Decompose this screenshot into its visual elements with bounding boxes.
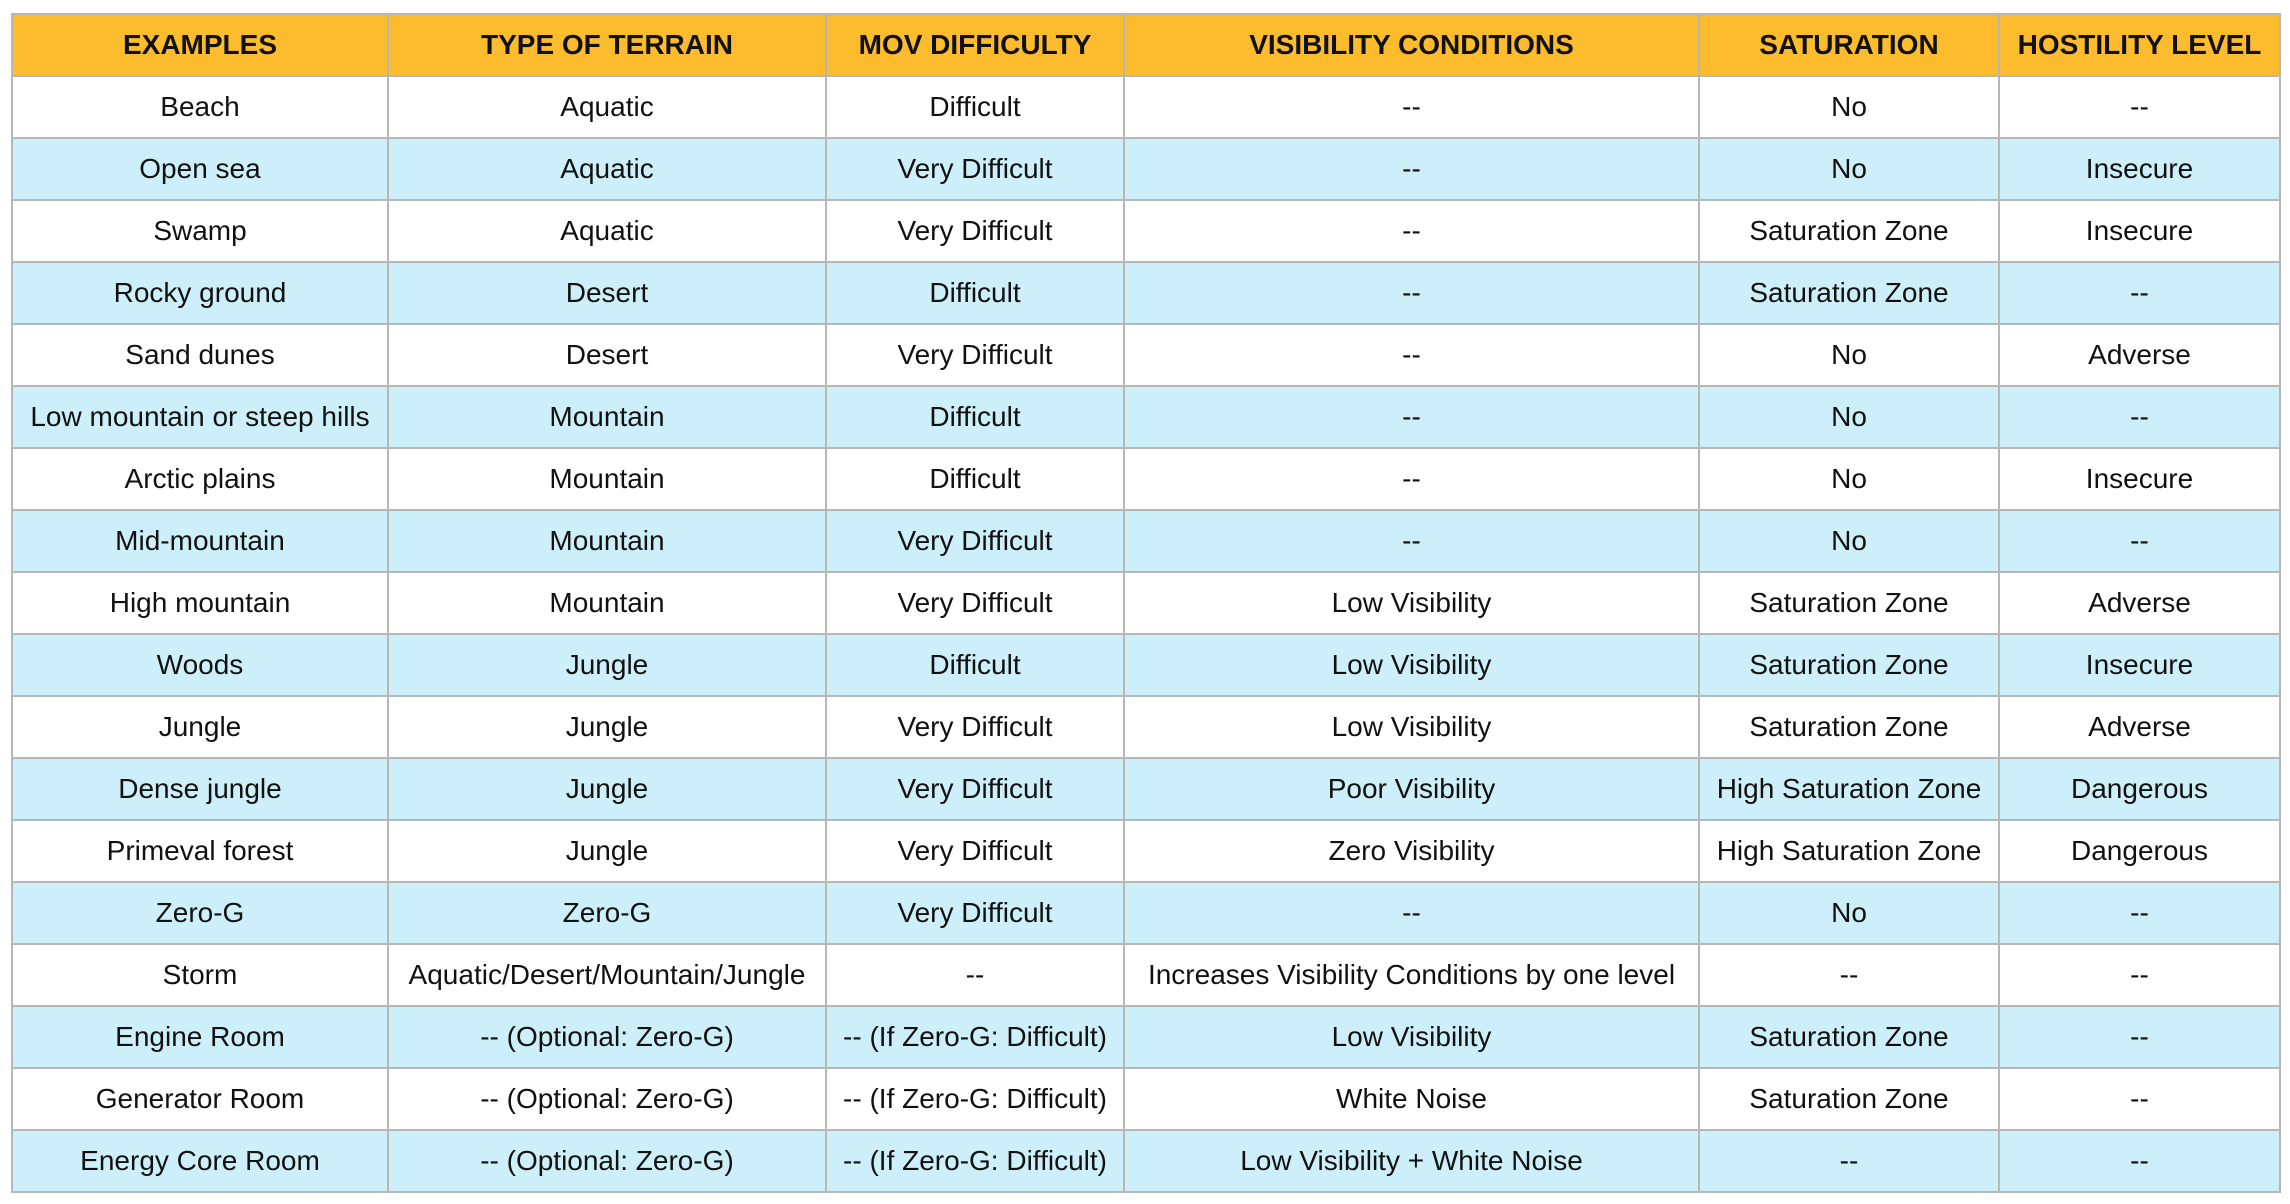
cell-mov-difficulty: Very Difficult [827,511,1125,571]
cell-mov-difficulty: Difficult [827,387,1125,447]
cell-hostility: Adverse [2000,697,2281,757]
cell-saturation: Saturation Zone [1700,1007,2000,1067]
cell-saturation: -- [1700,945,2000,1005]
cell-saturation: High Saturation Zone [1700,759,2000,819]
table-row [13,821,2281,883]
cell-terrain-type: Aquatic/Desert/Mountain/Jungle [389,945,827,1005]
cell-visibility: -- [1125,325,1700,385]
header-saturation: SATURATION [1700,15,2000,75]
table-row [13,573,2281,635]
cell-terrain-type: Zero-G [389,883,827,943]
cell-visibility: Low Visibility [1125,1007,1700,1067]
cell-terrain-type: Aquatic [389,139,827,199]
table-row [13,77,2281,139]
cell-hostility: Insecure [2000,201,2281,261]
cell-terrain-type: Aquatic [389,77,827,137]
cell-example: Low mountain or steep hills [13,387,389,447]
cell-hostility: -- [2000,1131,2281,1191]
table-row [13,325,2281,387]
cell-hostility: Adverse [2000,325,2281,385]
cell-visibility: Low Visibility [1125,635,1700,695]
cell-example: Swamp [13,201,389,261]
cell-example: Generator Room [13,1069,389,1129]
cell-terrain-type: Jungle [389,635,827,695]
cell-visibility: -- [1125,263,1700,323]
cell-hostility: Dangerous [2000,759,2281,819]
cell-example: Zero-G [13,883,389,943]
cell-mov-difficulty: Very Difficult [827,883,1125,943]
cell-visibility: -- [1125,387,1700,447]
cell-visibility: Low Visibility + White Noise [1125,1131,1700,1191]
cell-mov-difficulty: Very Difficult [827,201,1125,261]
cell-saturation: No [1700,883,2000,943]
cell-hostility: -- [2000,387,2281,447]
cell-example: Rocky ground [13,263,389,323]
cell-hostility: -- [2000,263,2281,323]
cell-mov-difficulty: Difficult [827,263,1125,323]
cell-saturation: Saturation Zone [1700,697,2000,757]
cell-saturation: Saturation Zone [1700,635,2000,695]
cell-mov-difficulty: Difficult [827,635,1125,695]
table-row [13,1007,2281,1069]
cell-saturation: No [1700,387,2000,447]
cell-terrain-type: -- (Optional: Zero-G) [389,1069,827,1129]
header-hostility-level: HOSTILITY LEVEL [2000,15,2281,75]
cell-hostility: Dangerous [2000,821,2281,881]
cell-hostility: -- [2000,511,2281,571]
cell-saturation: No [1700,511,2000,571]
cell-visibility: Low Visibility [1125,573,1700,633]
cell-saturation: Saturation Zone [1700,1069,2000,1129]
cell-terrain-type: -- (Optional: Zero-G) [389,1131,827,1191]
cell-example: Arctic plains [13,449,389,509]
terrain-table [11,13,2281,1193]
table-row [13,1069,2281,1131]
cell-hostility: -- [2000,945,2281,1005]
cell-example: Open sea [13,139,389,199]
cell-terrain-type: Mountain [389,387,827,447]
cell-example: Mid-mountain [13,511,389,571]
cell-mov-difficulty: Very Difficult [827,821,1125,881]
cell-terrain-type: Mountain [389,573,827,633]
cell-saturation: Saturation Zone [1700,201,2000,261]
cell-visibility: Zero Visibility [1125,821,1700,881]
cell-saturation: No [1700,139,2000,199]
cell-saturation: No [1700,325,2000,385]
cell-example: Storm [13,945,389,1005]
cell-mov-difficulty: Very Difficult [827,573,1125,633]
cell-mov-difficulty: -- (If Zero-G: Difficult) [827,1007,1125,1067]
header-visibility-conditions: VISIBILITY CONDITIONS [1125,15,1700,75]
cell-terrain-type: Desert [389,263,827,323]
cell-hostility: -- [2000,1069,2281,1129]
cell-terrain-type: Aquatic [389,201,827,261]
cell-terrain-type: Jungle [389,759,827,819]
cell-visibility: -- [1125,77,1700,137]
cell-visibility: White Noise [1125,1069,1700,1129]
cell-mov-difficulty: -- [827,945,1125,1005]
table-row [13,945,2281,1007]
cell-saturation: No [1700,449,2000,509]
cell-hostility: Insecure [2000,635,2281,695]
cell-example: Jungle [13,697,389,757]
header-type-of-terrain: TYPE OF TERRAIN [389,15,827,75]
cell-mov-difficulty: Difficult [827,77,1125,137]
cell-example: Dense jungle [13,759,389,819]
header-examples: EXAMPLES [13,15,389,75]
cell-visibility: -- [1125,883,1700,943]
cell-example: High mountain [13,573,389,633]
cell-hostility: -- [2000,77,2281,137]
cell-hostility: Insecure [2000,139,2281,199]
cell-mov-difficulty: Very Difficult [827,759,1125,819]
table-row [13,1131,2281,1193]
cell-saturation: High Saturation Zone [1700,821,2000,881]
cell-mov-difficulty: Very Difficult [827,139,1125,199]
table-row [13,635,2281,697]
cell-mov-difficulty: -- (If Zero-G: Difficult) [827,1069,1125,1129]
cell-hostility: Adverse [2000,573,2281,633]
table-header-row [13,15,2281,77]
cell-saturation: No [1700,77,2000,137]
table-row [13,697,2281,759]
cell-terrain-type: Jungle [389,697,827,757]
cell-terrain-type: Mountain [389,449,827,509]
cell-visibility: Increases Visibility Conditions by one level [1125,945,1700,1005]
cell-visibility: -- [1125,139,1700,199]
cell-mov-difficulty: Very Difficult [827,697,1125,757]
cell-terrain-type: -- (Optional: Zero-G) [389,1007,827,1067]
table-row [13,201,2281,263]
cell-terrain-type: Jungle [389,821,827,881]
cell-mov-difficulty: -- (If Zero-G: Difficult) [827,1131,1125,1191]
header-mov-difficulty: MOV DIFFICULTY [827,15,1125,75]
cell-terrain-type: Desert [389,325,827,385]
table-row [13,139,2281,201]
cell-hostility: Insecure [2000,449,2281,509]
cell-hostility: -- [2000,1007,2281,1067]
cell-visibility: -- [1125,201,1700,261]
cell-visibility: Poor Visibility [1125,759,1700,819]
cell-saturation: Saturation Zone [1700,263,2000,323]
table-row [13,387,2281,449]
cell-visibility: -- [1125,511,1700,571]
table-row [13,449,2281,511]
table-row [13,263,2281,325]
table-row [13,759,2281,821]
cell-mov-difficulty: Very Difficult [827,325,1125,385]
cell-hostility: -- [2000,883,2281,943]
cell-mov-difficulty: Difficult [827,449,1125,509]
cell-example: Energy Core Room [13,1131,389,1191]
cell-example: Engine Room [13,1007,389,1067]
cell-visibility: -- [1125,449,1700,509]
table-body [13,77,2281,1193]
cell-saturation: -- [1700,1131,2000,1191]
cell-example: Sand dunes [13,325,389,385]
cell-saturation: Saturation Zone [1700,573,2000,633]
cell-example: Woods [13,635,389,695]
cell-terrain-type: Mountain [389,511,827,571]
cell-example: Primeval forest [13,821,389,881]
cell-visibility: Low Visibility [1125,697,1700,757]
cell-example: Beach [13,77,389,137]
table-row [13,511,2281,573]
table-row [13,883,2281,945]
